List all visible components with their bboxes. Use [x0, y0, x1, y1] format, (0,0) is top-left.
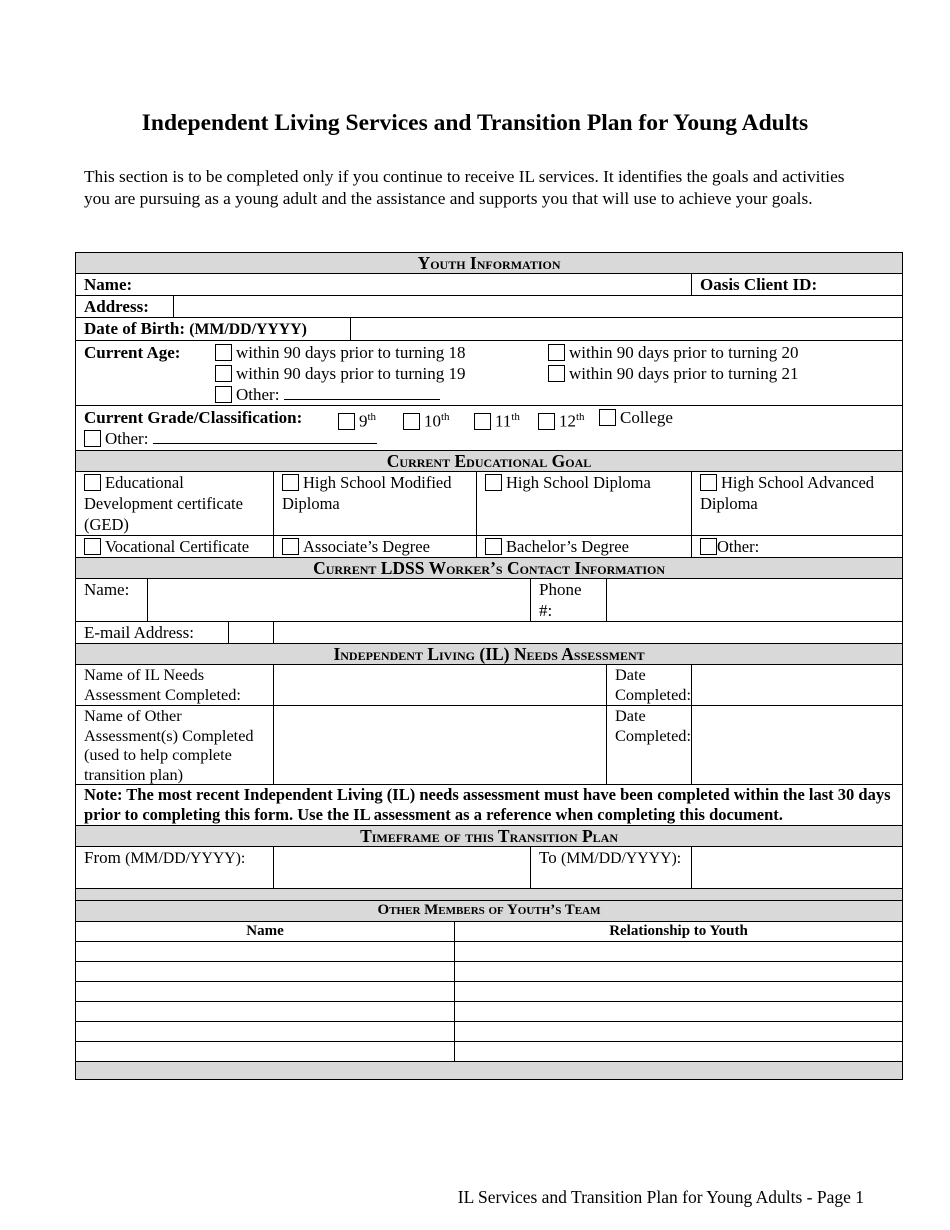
current-age-label: Current Age:: [84, 343, 181, 362]
checkbox-vocational[interactable]: [84, 538, 101, 555]
checkbox-hs-diploma[interactable]: [485, 474, 502, 491]
page-footer: IL Services and Transition Plan for Young Adults - Page 1: [457, 1187, 864, 1207]
goal-bachelors[interactable]: Bachelor’s Degree: [477, 536, 692, 558]
ldss-email-input[interactable]: [274, 622, 903, 644]
dob-label-cell: [76, 318, 351, 341]
age-option-19[interactable]: within 90 days prior to turning 19: [215, 363, 465, 384]
age-option-18[interactable]: within 90 days prior to turning 18: [215, 342, 465, 363]
team-relationship-input[interactable]: [455, 1002, 903, 1022]
team-name-input[interactable]: [76, 1022, 455, 1042]
assessment-note: Note: The most recent Independent Living (IL) needs assessment must have been completed within the last 30 days prior to completing this form. Use the IL assessment as a reference when completing this document.: [76, 785, 903, 826]
age-option-21[interactable]: within 90 days prior to turning 21: [548, 363, 798, 384]
grade-12-option[interactable]: 12th: [538, 407, 585, 432]
age-option-20[interactable]: within 90 days prior to turning 20: [548, 342, 798, 363]
to-label: To: [539, 848, 557, 867]
team-table: [75, 900, 903, 1080]
other-assessment-label: Name of Other Assessment(s) Completed (used to help complete transition plan): [76, 706, 274, 785]
age-other-line[interactable]: [284, 384, 440, 400]
ldss-name-input[interactable]: [148, 579, 531, 622]
team-col-name: Name: [76, 922, 455, 942]
table-row: [76, 1042, 903, 1062]
team-relationship-input[interactable]: [455, 1042, 903, 1062]
youth-info-header: Youth Information: [76, 253, 903, 274]
goal-hs-diploma[interactable]: High School Diploma: [477, 472, 692, 536]
intro-paragraph: This section is to be completed only if you continue to receive IL services. It identifies the goals and activities you are pursuing as a young adult and the assistance and supports you that will use to achieve your goals.: [84, 167, 845, 208]
grade-college-option[interactable]: College: [599, 407, 673, 428]
grade-other-line[interactable]: [153, 428, 377, 444]
oasis-client-id-field[interactable]: [692, 274, 903, 296]
grade-section: [76, 406, 903, 451]
checkbox-grade-10[interactable]: [403, 413, 420, 430]
il-date-input[interactable]: [692, 665, 903, 706]
team-header: Other Members of Youth’s Team: [76, 901, 903, 922]
checkbox-goal-other[interactable]: [700, 538, 717, 555]
grade-other-option[interactable]: Other:: [84, 428, 377, 449]
team-name-input[interactable]: [76, 1002, 455, 1022]
table-row: [76, 1002, 903, 1022]
from-label-cell: [76, 847, 274, 889]
checkbox-ged[interactable]: [84, 474, 101, 491]
to-format: (MM/DD/YYYY):: [560, 850, 682, 867]
from-label: From: [84, 848, 121, 867]
address-label: Address:: [76, 296, 174, 318]
goal-hs-advanced[interactable]: High School Advanced Diploma: [692, 472, 903, 536]
other-assessment-input[interactable]: [274, 706, 607, 785]
checkbox-grade-11[interactable]: [474, 413, 491, 430]
from-date-input[interactable]: [274, 847, 531, 889]
address-input[interactable]: [174, 296, 903, 318]
team-footer-bar: [76, 1062, 903, 1080]
checkbox-college[interactable]: [599, 409, 616, 426]
oasis-label: Oasis Client ID:: [700, 275, 818, 294]
team-relationship-input[interactable]: [455, 962, 903, 982]
checkbox-hs-advanced[interactable]: [700, 474, 717, 491]
to-label-cell: [531, 847, 692, 889]
checkbox-associates[interactable]: [282, 538, 299, 555]
il-date-label: Date Completed:: [607, 665, 692, 706]
checkbox-age-21[interactable]: [548, 365, 565, 382]
goal-other[interactable]: Other:: [692, 536, 903, 558]
checkbox-grade-other[interactable]: [84, 430, 101, 447]
checkbox-age-other[interactable]: [215, 386, 232, 403]
checkbox-age-18[interactable]: [215, 344, 232, 361]
ldss-phone-input[interactable]: [607, 579, 903, 622]
team-name-input[interactable]: [76, 962, 455, 982]
page-title: Independent Living Services and Transition Plan for Young Adults: [141, 110, 809, 136]
current-age-section: [76, 341, 903, 406]
grade-11-option[interactable]: 11th: [474, 407, 520, 432]
checkbox-age-19[interactable]: [215, 365, 232, 382]
team-relationship-input[interactable]: [455, 982, 903, 1002]
other-date-input[interactable]: [692, 706, 903, 785]
table-row: [76, 942, 903, 962]
to-date-input[interactable]: [692, 847, 903, 889]
goal-vocational[interactable]: Vocational Certificate: [76, 536, 274, 558]
assessment-header: Independent Living (IL) Needs Assessment: [76, 644, 903, 665]
il-assessment-input[interactable]: [274, 665, 607, 706]
name-label: Name:: [76, 274, 692, 296]
timeframe-header: Timeframe of this Transition Plan: [76, 826, 903, 847]
team-relationship-input[interactable]: [455, 942, 903, 962]
dob-label: Date of Birth:: [84, 319, 186, 338]
table-row: [76, 962, 903, 982]
age-option-other[interactable]: Other:: [215, 384, 440, 405]
checkbox-bachelors[interactable]: [485, 538, 502, 555]
education-goal-header: Current Educational Goal: [76, 451, 903, 472]
ldss-phone-label: Phone #:: [531, 579, 607, 622]
team-name-input[interactable]: [76, 982, 455, 1002]
main-form: [75, 252, 903, 906]
team-name-input[interactable]: [76, 1042, 455, 1062]
grade-10-option[interactable]: 10th: [403, 407, 450, 432]
dob-format: (MM/DD/YYYY): [189, 321, 307, 338]
ldss-email-label: E-mail Address:: [76, 622, 274, 644]
ldss-header: Current LDSS Worker’s Contact Information: [76, 558, 903, 579]
grade-label: Current Grade/Classification:: [84, 408, 303, 427]
from-format: (MM/DD/YYYY):: [125, 850, 246, 867]
ldss-name-label: Name:: [76, 579, 148, 622]
checkbox-grade-12[interactable]: [538, 413, 555, 430]
goal-hs-modified[interactable]: High School Modified Diploma: [274, 472, 477, 536]
other-date-label: Date Completed:: [607, 706, 692, 785]
checkbox-hs-modified[interactable]: [282, 474, 299, 491]
team-col-relationship: Relationship to Youth: [455, 922, 903, 942]
table-row: [76, 982, 903, 1002]
table-row: [76, 1022, 903, 1042]
checkbox-age-20[interactable]: [548, 344, 565, 361]
goal-associates[interactable]: Associate’s Degree: [274, 536, 477, 558]
team-relationship-input[interactable]: [455, 1022, 903, 1042]
il-assessment-label: Name of IL Needs Assessment Completed:: [76, 665, 274, 706]
grade-9-option[interactable]: 9th: [338, 407, 376, 432]
team-name-input[interactable]: [76, 942, 455, 962]
dob-input[interactable]: [351, 318, 903, 341]
goal-ged[interactable]: Educational Development certificate (GED): [76, 472, 274, 536]
